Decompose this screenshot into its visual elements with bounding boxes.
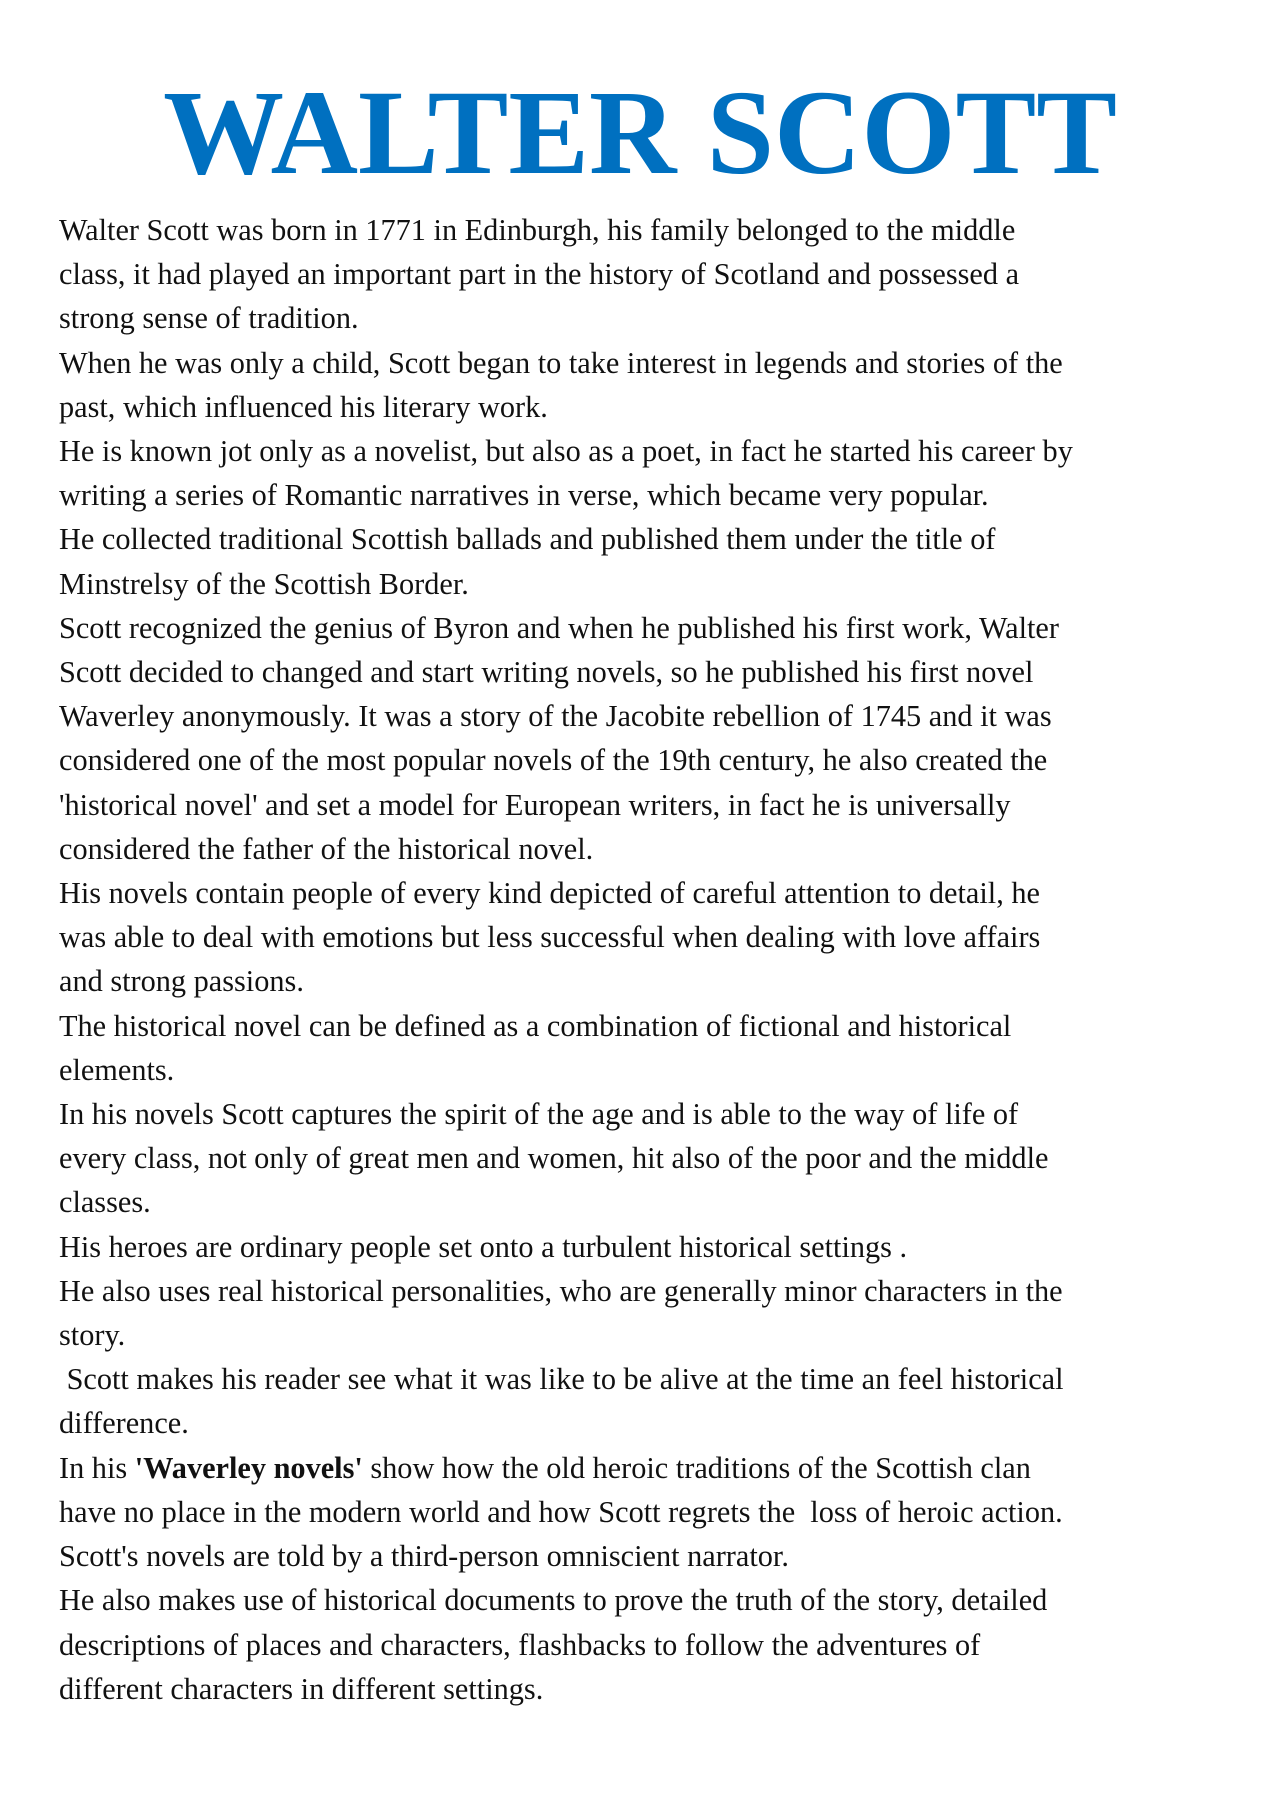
text-line: His novels contain people of every kind depicted of careful attention to detail, he — [59, 876, 1040, 911]
text-line: and strong passions. — [59, 964, 304, 999]
text-line: Waverley anonymously. It was a story of the Jacobite rebellion of 1745 and it was — [59, 699, 1052, 734]
text-line: The historical novel can be defined as a combination of fictional and historical — [59, 1008, 1012, 1043]
text-line: 'historical novel' and set a model for European writers, in fact he is universally — [59, 787, 1011, 822]
text-line: He collected traditional Scottish ballads and published them under the title of — [59, 522, 996, 557]
text-line: He is known jot only as a novelist, but also as a poet, in fact he started his career by — [59, 434, 1073, 469]
body-text — [59, 208, 1239, 1711]
text-line: He also uses real historical personalities, who are generally minor characters in the — [59, 1273, 1063, 1308]
text-line: Scott's novels are told by a third-person omniscient narrator. — [59, 1539, 789, 1574]
text-line: elements. — [59, 1052, 175, 1087]
text-line: strong sense of tradition. — [59, 301, 359, 336]
page-title: WALTER SCOTT — [163, 66, 1117, 200]
waverley-prefix: In his — [59, 1450, 135, 1485]
text-line: Scott recognized the genius of Byron and when he published his first work, Walter — [59, 610, 1059, 645]
text-line: class, it had played an important part in the history of Scotland and possessed a — [59, 257, 1020, 292]
text-line: descriptions of places and characters, flashbacks to follow the adventures of — [59, 1627, 981, 1662]
text-line: Scott makes his reader see what it was like to be alive at the time an feel historical — [59, 1362, 1064, 1397]
text-line: different characters in different settings. — [59, 1671, 544, 1706]
text-line: Scott decided to changed and start writing novels, so he published his first novel — [59, 655, 1034, 690]
text-line: difference. — [59, 1406, 189, 1441]
text-line: When he was only a child, Scott began to take interest in legends and stories of the — [59, 345, 1063, 380]
text-line: every class, not only of great men and women, hit also of the poor and the middle — [59, 1141, 1049, 1176]
text-line: In his novels Scott captures the spirit of the age and is able to the way of life of — [59, 1097, 1019, 1132]
text-line: Walter Scott was born in 1771 in Edinburgh, his family belonged to the middle — [59, 213, 1016, 247]
text-line: His heroes are ordinary people set onto a turbulent historical settings . — [59, 1229, 908, 1264]
text-line: considered one of the most popular novels of the 19th century, he also created the — [59, 743, 1048, 778]
text-line: Minstrelsy of the Scottish Border. — [59, 566, 469, 601]
text-line: writing a series of Romantic narratives in verse, which became very popular. — [59, 478, 989, 513]
text-line: was able to deal with emotions but less successful when dealing with love affairs — [59, 920, 1041, 955]
text-line: have no place in the modern world and how Scott regrets the loss of heroic action. — [59, 1494, 1063, 1529]
waverley-novels-bold: 'Waverley novels' — [134, 1450, 363, 1485]
text-line: considered the father of the historical novel. — [59, 831, 594, 866]
text-line: story. — [59, 1318, 126, 1353]
text-line: He also makes use of historical documents to prove the truth of the story, detailed — [59, 1583, 1048, 1618]
text-line: past, which influenced his literary work. — [59, 389, 548, 424]
waverley-line — [59, 1446, 1239, 1490]
waverley-suffix: show how the old heroic traditions of the Scottish clan — [362, 1450, 1031, 1485]
text-line: classes. — [59, 1185, 151, 1220]
